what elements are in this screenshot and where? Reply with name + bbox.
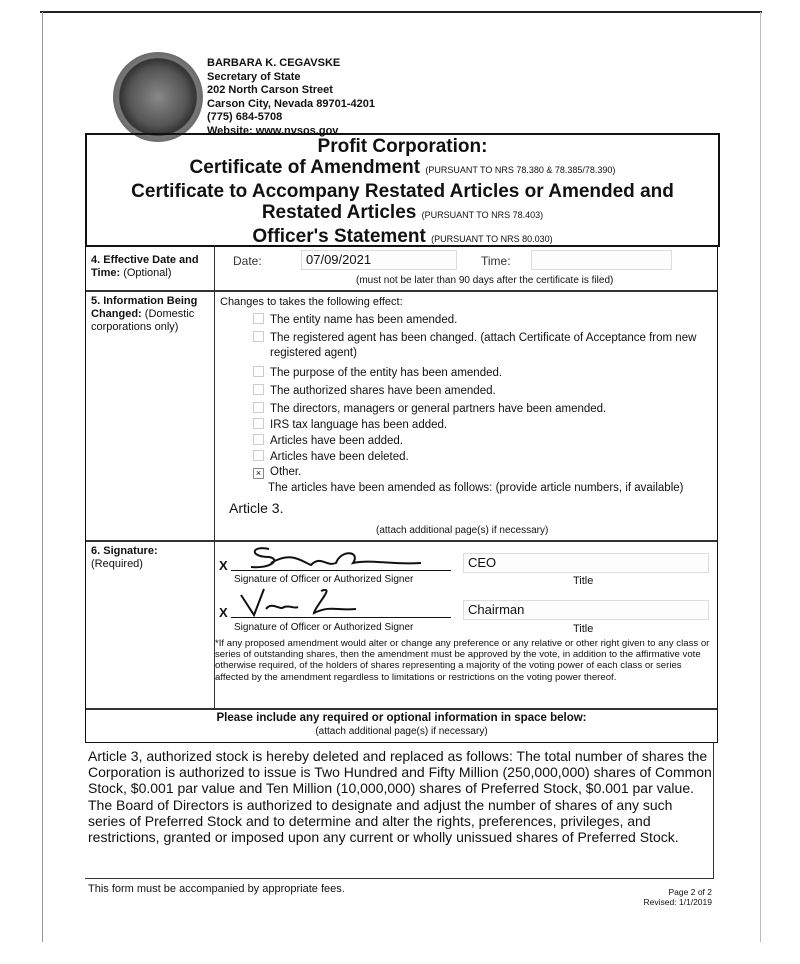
checkbox-label: The authorized shares have been amended. [270,385,496,397]
checkbox[interactable] [253,402,264,413]
page-border [760,12,761,942]
checkbox-label: registered agent) [270,347,357,359]
title-line: Certificate to Accompany Restated Articles or Amended and [131,181,674,202]
title-label: Title [573,623,594,635]
checkbox-item[interactable] [253,384,496,397]
articles-amended-field[interactable]: Article 3. [229,500,284,516]
checkbox[interactable] [253,418,264,429]
page-number: Page 2 of 2 [668,887,712,897]
nevada-state-seal [113,52,203,142]
changes-intro: Changes to takes the following effect: [220,296,403,308]
page-border [40,11,762,13]
title-line: Certificate of Amendment (PURSUANT TO NRS 78.380 & 78.385/78.390) [189,157,616,178]
attach-note: (attach additional page(s) if necessary) [376,525,549,536]
checkbox-label: Articles have been added. [270,435,403,447]
website: Website: www.nvsos.gov [207,124,339,137]
checkbox-item[interactable] [253,418,447,431]
signature-label: Signature of Officer or Authorized Signer [234,574,414,585]
checkbox-item[interactable] [253,466,301,479]
street: 202 North Carson Street [207,84,333,96]
checkbox-label: Other. [270,466,302,478]
signature-label: Signature of Officer or Authorized Signer [234,622,414,633]
divider [85,878,714,879]
form-title-box [85,133,720,247]
page-border [42,12,43,942]
checkbox-item[interactable] [253,450,409,463]
checkbox-label: The registered agent has been changed. (attach Certificate of Acceptance from new [270,332,697,344]
title-line: Profit Corporation: [317,136,488,157]
checkbox-label: IRS tax language has been added. [270,419,448,431]
checkbox-label: The entity name has been amended. [270,314,458,326]
checkbox[interactable] [253,450,264,461]
additional-info-text: Article 3, authorized stock is hereby deleted and replaced as follows: The total number of shares the Corporation is authorized to issue is Two Hundred and Fifty Million (250,000,000) shares of Common Stock, $0.001 par value and Ten Million (10,000,000) shares of Preferred Stock, $0.001 par value. The Board of Directors is authorized to designate and adjust the number of shares of any such series of Preferred Stock and to determine and alter the rights, preferences, privileges, and restrictions, granted or imposed upon any current or wholly unissued shares of Preferred Stock. [88,748,712,846]
office-title: Secretary of State [207,70,301,83]
amendment-note: *If any proposed amendment would alter or change any preference or any relative or other right given to any class or series of outstanding shares, then the amendment must be approved by the vote, in addition to the affirmative vote otherwise required, of the holders of shares representing a majority of the voting power of each class or series affected by the amendment regardless to limitations or restrictions on the voting power thereof. [215,638,710,683]
checkbox-item[interactable] [253,434,403,447]
page-info [600,887,712,907]
title-line: Officer's Statement (PURSUANT TO NRS 80.030) [252,226,553,247]
other-note: The articles have been amended as follows: (provide article numbers, if available) [268,482,684,494]
signature-1[interactable] [241,541,441,575]
time-field[interactable] [531,250,672,270]
title-field-1[interactable]: CEO [463,553,709,573]
checkbox[interactable] [253,366,264,377]
checkbox-label: The directors, managers or general partners have been amended. [270,403,607,415]
title-line: Restated Articles (PURSUANT TO NRS 78.403) [261,202,544,223]
signature-x: X [219,558,228,573]
checkbox-label: The purpose of the entity has been amended. [270,367,503,379]
checkbox-item[interactable] [253,366,502,379]
signature-2[interactable] [236,585,386,619]
checkbox-checked[interactable]: × [253,468,264,479]
checkbox[interactable] [253,384,264,395]
fees-note: This form must be accompanied by appropriate fees. [88,883,345,895]
checkbox-item[interactable] [253,402,606,415]
extra-info-heading: Please include any required or optional information in space below: [216,712,587,724]
city: Carson City, Nevada 89701-4201 [207,97,375,110]
divider [713,742,714,878]
office-address [207,57,375,138]
signature-x: X [219,605,228,620]
checkbox-item[interactable] [253,313,457,326]
time-label: Time: [481,254,511,268]
date-note: (must not be later than 90 days after the certificate is filed) [356,275,614,286]
checkbox-item[interactable] [253,331,696,359]
checkbox[interactable] [253,331,264,342]
title-label: Title [573,575,594,587]
divider [86,708,717,710]
extra-info-sub: (attach additional page(s) if necessary) [315,726,488,737]
checkbox[interactable] [253,434,264,445]
title-field-2[interactable]: Chairman [463,600,709,620]
date-field[interactable]: 07/09/2021 [301,250,457,270]
divider [86,290,717,292]
revised-date: Revised: 1/1/2019 [643,897,712,907]
secretary-name: BARBARA K. CEGAVSKE [207,57,341,69]
section5-label: 5. Information Being Changed: (Domestic corporations only) [91,295,198,333]
checkbox-label: Articles have been deleted. [270,451,409,463]
checkbox[interactable] [253,313,264,324]
date-label: Date: [233,254,262,268]
phone: (775) 684-5708 [207,111,283,123]
section6-label: 6. Signature: (Required) [91,545,158,570]
section4-label: 4. Effective Date and Time: (Optional) [91,254,199,279]
form-grid [85,245,718,743]
